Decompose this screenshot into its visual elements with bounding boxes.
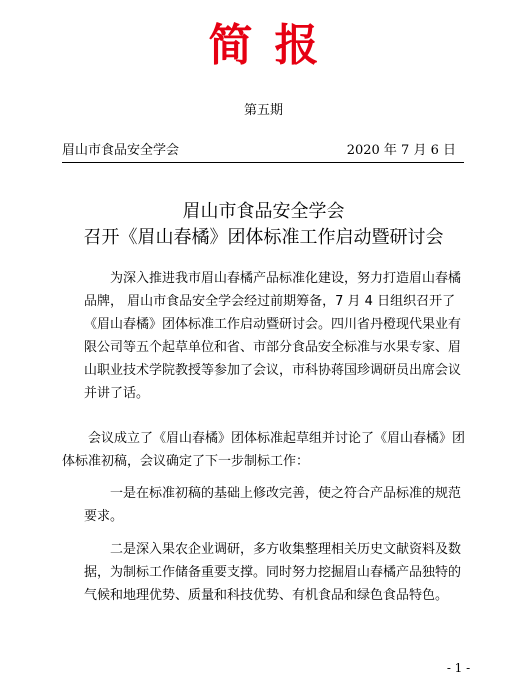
organization-name: 眉山市食品安全学会 [62,143,180,158]
article-paragraph-point-one: 一是在标准初稿的基础上修改完善，使之符合产品标准的规范要求。 [84,486,462,524]
issue-date: 2020 年 7 月 6 日 [346,143,456,158]
page-number: - 1 - [446,661,471,675]
article-title-line2: 召开《眉山春橘》团体标准工作启动暨研讨会 [83,227,444,248]
header-meta-row [62,142,464,162]
issue-number: 第五期 [243,103,283,118]
article-title-line1: 眉山市食品安全学会 [182,201,345,222]
article-paragraph-intro: 为深入推进我市眉山春橘产品标准化建设，努力打造眉山春橘品牌， 眉山市食品安全学会经过前期筹备，7 月 4 日组织召开了《眉山春橘》团体标准工作启动暨研讨会。四川省丹橙现代果业有限公司等五个起草单位和省、市部分食品安全标准与水果专家、眉山职业技术学院教授等参加了会议，市科协蒋国珍调研员出席会议并讲了话。 [84,271,462,401]
article-paragraph-point-two: 二是深入果农企业调研，多方收集整理相关历史文献资料及数据，为制标工作储备重要支撑。同时努力挖掘眉山春橘产品独特的气候和地理优势、质量和科技优势、有机食品和绿色食品特色。 [84,542,462,603]
masthead-title: 简报 [208,20,341,71]
header-divider [62,162,464,163]
article-paragraph-meeting: 会议成立了《眉山春橘》团体标准起草组并讨论了《眉山春橘》团体标准初稿，会议确定了下一步制标工作： [62,431,466,469]
